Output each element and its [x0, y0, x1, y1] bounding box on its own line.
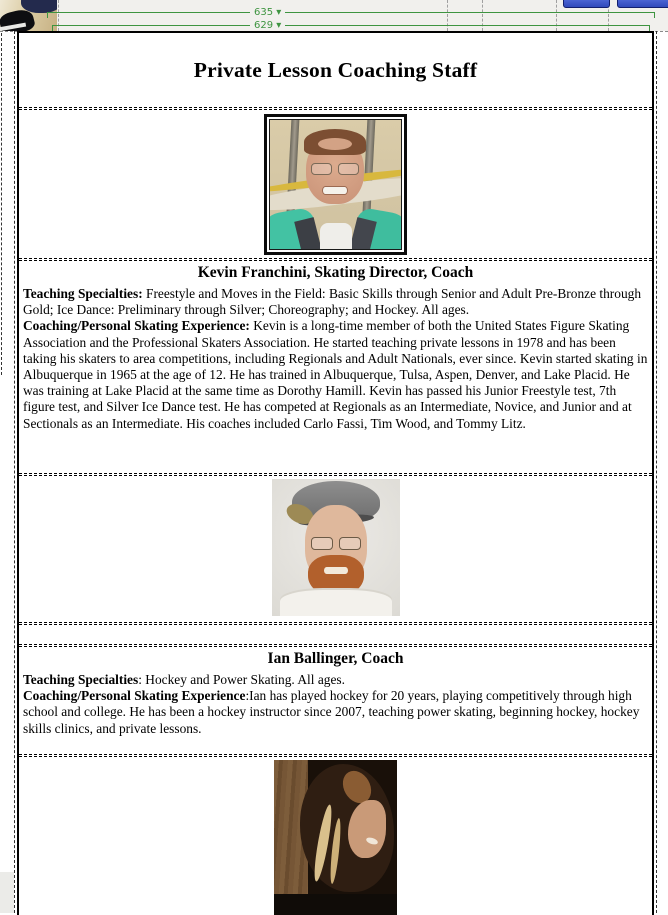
experience-label: Coaching/Personal Skating Experience — [23, 688, 246, 704]
column-guide-line — [447, 0, 448, 31]
specialties-label: Teaching Specialties: — [23, 286, 143, 301]
experience-text: Kevin is a long-time member of both the United States Figure Skating Association and the Professional Skaters Association. He started teaching private lessons in 1978 and has been taking his skaters to area competitions, including Regionals and Adult Nationals, ever since. Kevin started skating in Albuquerque in 1965 at the age of 12. He has trained in Albuquerque, Tulsa, Aspen, Denver, and Lake Placid. He was training at Lake Placid at the same time as Dorothy Hamill. Kevin has passed his Junior Freestyle test, 7th figure test, and Silver Ice Dance test. He has competed at Regionals as an Intermediate, Novice, and Junior and at Sectionals as an Intermediate. His coaches included Carlo Fassi, Tim Wood, and Tommy Litz. — [23, 318, 648, 431]
guide-tick — [654, 13, 655, 18]
specialties-text: Freestyle and Moves in the Field: Basic Skills through Senior and Adult Pre-Bronze through Gold; Ice Dance: Preliminary through Silver; Choreography; and Hockey. All ages. — [23, 286, 642, 318]
column-guide-line — [482, 0, 483, 31]
kevin-bio-cell — [19, 261, 652, 473]
specialties-text: : Hockey and Power Skating. All ages. — [138, 672, 345, 687]
kevin-bio-text — [23, 286, 648, 432]
table-width-guide-outer — [47, 7, 655, 18]
page-title: Private Lesson Coaching Staff — [193, 57, 478, 82]
guide-tick — [47, 13, 48, 18]
ian-ballinger-photo[interactable] — [272, 479, 400, 622]
coach-heading-ian: Ian Ballinger, Coach — [267, 650, 404, 667]
ian-photo-row — [19, 476, 652, 622]
kevin-photo-row — [19, 110, 652, 258]
kevin-franchini-photo[interactable] — [264, 114, 407, 255]
third-coach-photo-row — [19, 757, 652, 915]
spacer-column-dashed-border — [1, 33, 2, 375]
column-guide-line — [556, 0, 557, 31]
toolbar-button-left[interactable] — [563, 0, 610, 8]
table-width-guide-inner — [52, 20, 650, 31]
third-coach-photo-art — [274, 760, 397, 915]
editor-top-bar — [0, 0, 668, 31]
third-coach-photo[interactable] — [274, 760, 397, 915]
page-background-corner — [0, 872, 14, 913]
kevin-photo-art — [270, 120, 401, 249]
ian-bio-cell — [19, 647, 652, 754]
table-width-menu-635[interactable]: 635 ▾ — [250, 6, 285, 19]
column-guide-line — [58, 0, 59, 31]
ian-photo-art — [272, 479, 400, 616]
toolbar-button-right[interactable] — [617, 0, 668, 8]
outer-table-dashed-border-right — [656, 31, 657, 913]
title-row — [19, 33, 652, 107]
specialties-label: Teaching Specialties — [23, 672, 139, 687]
experience-text: :Ian has played hockey for 20 years, playing competitively through high school and college. He has been a hockey instructor since 2007, teaching power skating, beginning hockey, hockey skills clinics, and private lessons. — [23, 688, 640, 736]
coach-heading-kevin: Kevin Franchini, Skating Director, Coach — [197, 264, 474, 281]
outer-table-dashed-border-left — [14, 31, 15, 913]
coaching-staff-table — [17, 31, 654, 915]
spacer-row — [19, 625, 652, 644]
experience-label: Coaching/Personal Skating Experience: — [23, 318, 250, 334]
ice-skate-photo-fragment — [0, 0, 57, 31]
ian-bio-text — [23, 672, 648, 737]
table-width-menu-629[interactable]: 629 ▾ — [250, 19, 285, 32]
